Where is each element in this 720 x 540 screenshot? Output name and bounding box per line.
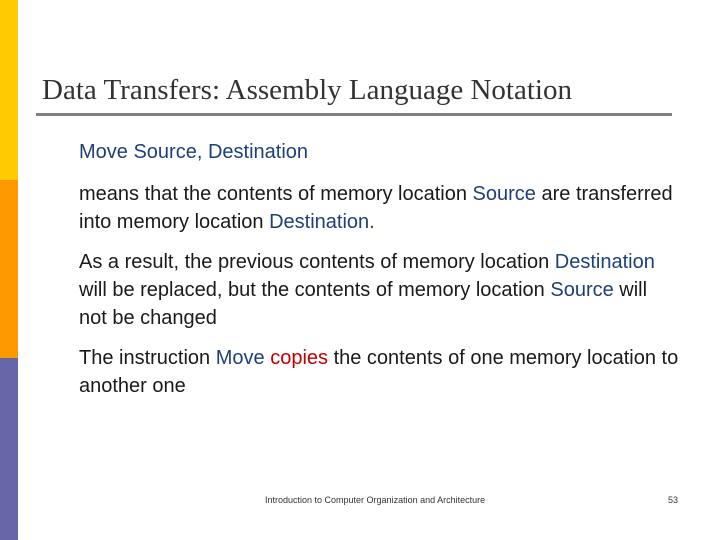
page-number: 53: [667, 495, 678, 505]
text-fragment: .: [369, 211, 375, 233]
instruction-heading: Move Source, Destination: [79, 141, 309, 163]
accent-bar-purple: [0, 358, 18, 540]
keyword-destination: Destination: [554, 251, 655, 273]
accent-bar-yellow: [0, 0, 18, 180]
slide-title: Data Transfers: Assembly Language Notation: [42, 74, 572, 106]
text-fragment: As a result, the previous contents of memory location: [79, 251, 555, 273]
keyword-move: Move: [215, 347, 265, 369]
accent-bar-orange: [0, 180, 18, 358]
text-fragment: will not be changed: [79, 279, 648, 329]
keyword-source: Source: [472, 183, 536, 205]
keyword-copies: copies: [270, 347, 329, 369]
text-fragment: will be replaced, but the contents of memory location: [79, 279, 551, 301]
slide-body: [79, 138, 679, 412]
title-divider: [36, 113, 672, 116]
text-fragment: The instruction: [79, 347, 216, 369]
text-fragment: are transferred into memory location: [79, 183, 673, 233]
paragraph-meaning: [79, 180, 679, 236]
paragraph-result: [79, 248, 679, 332]
keyword-source: Source: [550, 279, 614, 301]
text-fragment: means that the contents of memory location: [79, 183, 473, 205]
keyword-destination: Destination: [269, 211, 370, 233]
paragraph-instruction: [79, 344, 679, 400]
footer-course-title: Introduction to Computer Organization and Architecture: [265, 495, 486, 505]
text-fragment: the contents of one memory location to another one: [79, 347, 679, 397]
